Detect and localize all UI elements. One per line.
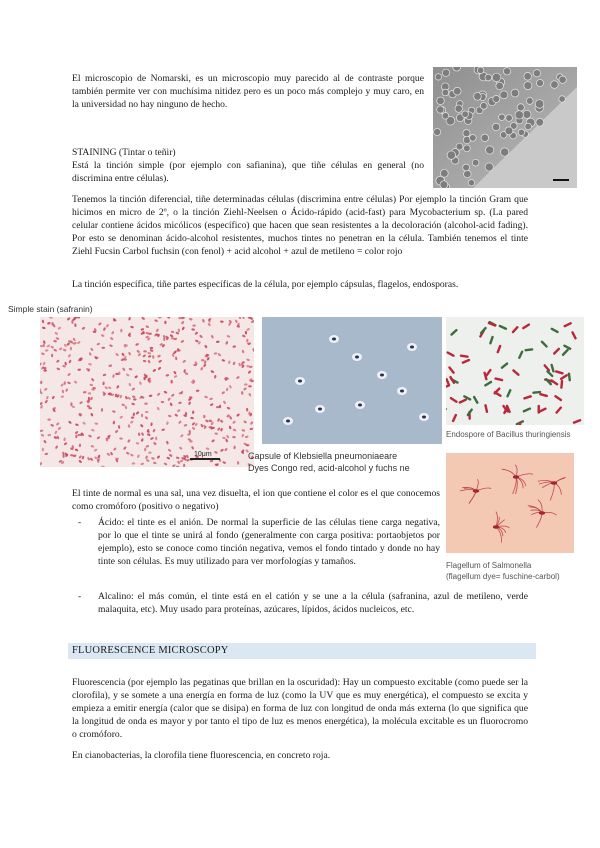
staining-differential-paragraph: Tenemos la tinción diferencial, tiñe determinadas células (discrimina entre células) Por ejemplo la tinción Gram que hicimos en micro de 2º, o la tinción Ziehl-Neelsen o Ácido-rápido (acid-fast) para Mycobacterium sp. (La pared celular contiene ácidos micólicos (específico) que hacen que sean resistentes a la decoloración (alcohol-acid fading). Por esto se denominan ácido-alcohol resistentes, muchos tintes no penetran en la célula. También tenemos el tinte Ziehl Fucsin Carbol fuchsin (con fenol) + acid alcohol + azul de metileno = color rojo [72, 194, 528, 257]
acid-dye-item [72, 516, 440, 568]
staining-title: STAINING (Tintar o teñir) [72, 147, 176, 158]
basic-dye-text: Alcalino: el más común, el tinte está en el catión y se une a la célula (safranina, azul de metileno, verde malaquita, etc). Muy usado para proteínas, azúcares, lípidos, ácidos nucleicos, etc. [98, 591, 528, 615]
capsule-micrograph [262, 317, 442, 444]
dye-type-list-2 [72, 590, 528, 617]
list-dash: - [78, 591, 82, 602]
capsule-caption-line-2: Dyes Congo red, acid-alcohol y fuchs ne [248, 463, 410, 473]
scale-bar-label: 10μm [194, 451, 212, 458]
simple-stain-label: Simple stain (safranin) [8, 304, 93, 314]
endospore-micrograph [446, 317, 584, 425]
fluorescence-heading: FLUORESCENCE MICROSCOPY [68, 643, 536, 659]
dye-intro-paragraph: El tinte de normal es una sal, una vez disuelta, el ion que contiene el color es el que conocemos como cromóforo (positivo o negativo) [72, 488, 440, 512]
staining-specific-paragraph: La tinción específica, tiñe partes específicas de la célula, por ejemplo cápsulas, flagelos, endosporas. [72, 279, 459, 290]
fluorescence-paragraph: Fluorescencia (por ejemplo las pegatinas que brillan en la oscuridad): Hay un compuesto excitable (como puede ser la clorofila), y se somete a una energía en forma de luz (como la UV que es muy energética), el compuesto se excita y empieza a emitir energía (calor que se disipa) en forma de luz con longitud de onda más externa (lo que significa que la longitud de onda es mayor y por tanto el tipo de luz es menos energética), la molécula excitable es un fluorocromo o cromóforo. [72, 677, 528, 740]
cyanobacteria-paragraph: En cianobacterias, la clorofila tiene fluorescencia, en concreto roja. [72, 750, 331, 761]
dye-type-list [72, 516, 440, 569]
list-dash: - [78, 517, 82, 528]
nomarski-micrograph [433, 67, 577, 188]
capsule-caption-line-1: Capsule of Klebsiella pneumoniaeare [248, 451, 398, 461]
flagellum-micrograph [446, 453, 574, 553]
flagellum-caption-line-1: Flagellum of Salmonella [446, 561, 532, 570]
nomarski-paragraph: El microscopio de Nomarski, es un microscopio muy parecido al de contraste porque también permite ver con muchísima nitidez pero es un poco más complejo y muy caro, en la universidad no hay ninguno de hecho. [72, 73, 424, 110]
acid-dye-text: Ácido: el tinte es el anión. De normal la superficie de las células tiene carga negativa, por lo que el tinte se unirá al fondo (generalmente con carga positiva: portaobjetos por ejemplo), esto se conoce como tinción negativa, vemos el fondo tintado y donde no hay tinte son células. Es muy utilizado para ver morfologías y tamaños. [98, 517, 440, 567]
endospore-caption: Endospore of Bacillus thuringiensis [446, 430, 571, 439]
basic-dye-item [72, 590, 528, 616]
staining-simple-paragraph: Está la tinción simple (por ejemplo con safianina), que tiñe células en general (no discrimina entre células). [72, 160, 424, 184]
safranin-micrograph [40, 317, 254, 467]
flagellum-caption-line-2: (flagellum dye= fuschine-carbol) [446, 572, 560, 581]
